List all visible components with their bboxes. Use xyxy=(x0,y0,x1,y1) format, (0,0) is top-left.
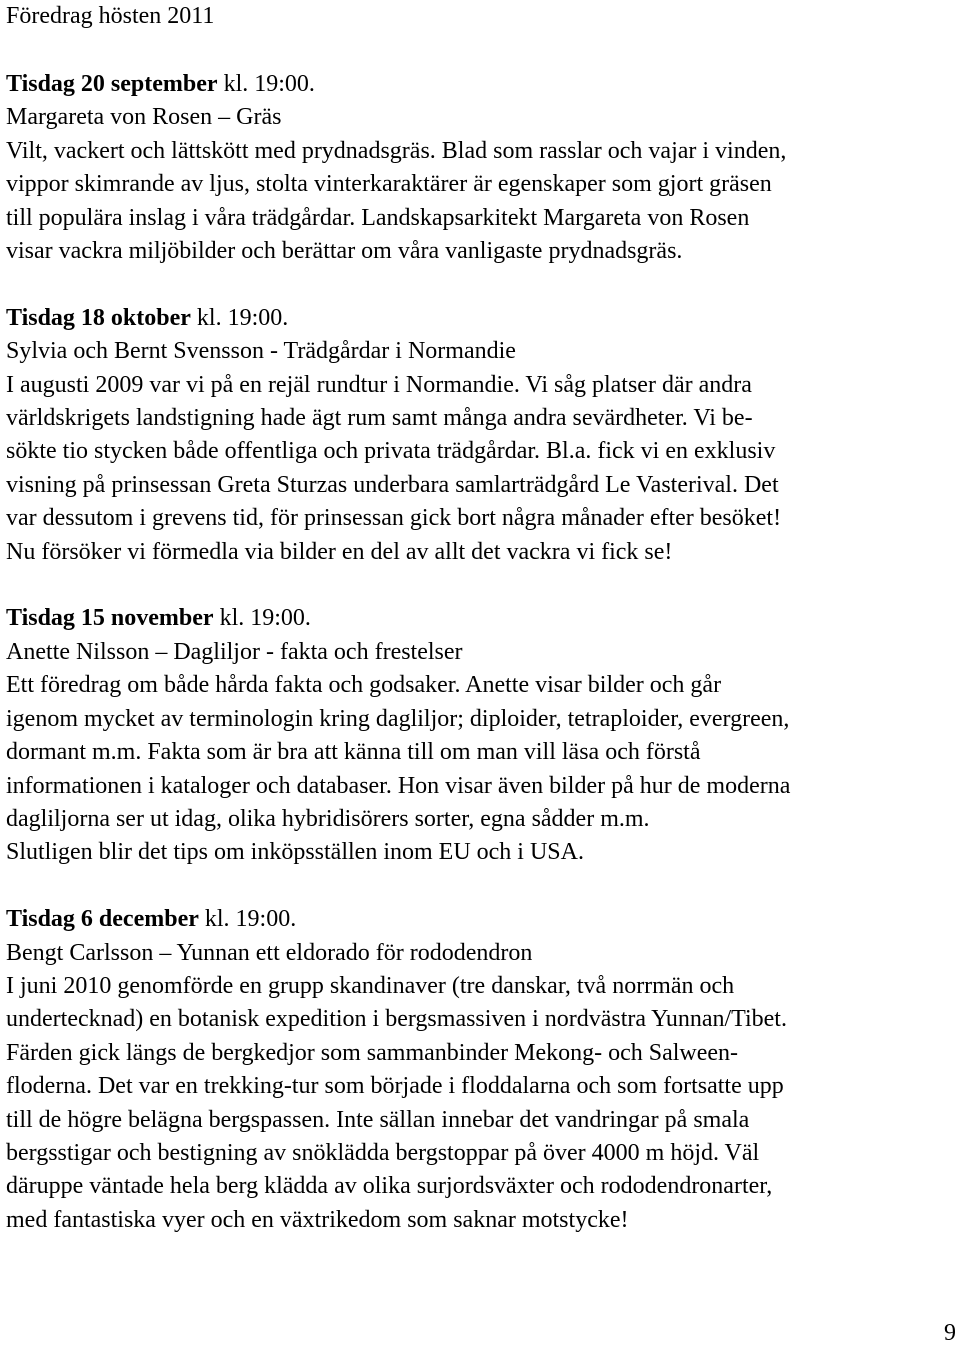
event-date: Tisdag 15 november xyxy=(6,605,214,632)
event-time: kl. 19:00. xyxy=(190,304,289,331)
event-date-line xyxy=(6,68,956,101)
event-4 xyxy=(6,903,956,1237)
event-heading: Sylvia och Bernt Svensson - Trädgårdar i Normandie xyxy=(6,338,516,365)
event-heading: Margareta von Rosen – Gräs xyxy=(6,104,282,131)
event-date-line xyxy=(6,602,956,635)
event-text-line: I augusti 2009 var vi på en rejäl rundtur i Normandie. Vi såg platser där andra xyxy=(6,371,752,398)
event-2 xyxy=(6,302,956,569)
event-text-line: Vilt, vackert och lättskött med prydnadsgräs. Blad som rasslar och vajar i vinden, xyxy=(6,137,787,164)
spacer xyxy=(6,268,956,301)
event-date: Tisdag 6 december xyxy=(6,906,199,933)
event-text-line: bergsstigar och bestigning av snöklädda bergstoppar på över 4000 m höjd. Väl xyxy=(6,1139,760,1166)
event-text-line: sökte tio stycken både offentliga och privata trädgårdar. Bl.a. fick vi en exklusiv xyxy=(6,438,776,465)
event-date: Tisdag 20 september xyxy=(6,71,218,97)
event-text-line: dagliljorna ser ut idag, olika hybridisörers sorter, egna sådder m.m. xyxy=(6,805,650,832)
event-text-line: vippor skimrande av ljus, stolta vinterkaraktärer är egenskaper som gjort gräsen xyxy=(6,171,772,198)
event-text-line: informationen i kataloger och databaser. Hon visar även bilder på hur de moderna xyxy=(6,772,791,799)
event-text-line: Ett föredrag om både hårda fakta och godsaker. Anette visar bilder och går xyxy=(6,672,722,699)
event-date-line xyxy=(6,903,956,936)
event-heading: Bengt Carlsson – Yunnan ett eldorado för rododendron xyxy=(6,939,533,966)
event-text-line: Slutligen blir det tips om inköpsställen inom EU och i USA. xyxy=(6,839,584,866)
event-3 xyxy=(6,602,956,869)
event-time: kl. 19:00. xyxy=(213,605,311,632)
event-heading: Anette Nilsson – Dagliljor - fakta och frestelser xyxy=(6,638,463,665)
event-1 xyxy=(6,68,956,268)
event-text-line: till de högre belägna bergspassen. Inte sällan innebar det vandringar på smala xyxy=(6,1106,750,1133)
spacer xyxy=(6,870,956,903)
event-date-line xyxy=(6,302,956,335)
event-time: kl. 19:00. xyxy=(198,906,297,933)
event-text-line: dormant m.m. Fakta som är bra att känna till om man vill läsa och förstå xyxy=(6,739,701,766)
event-text-line: till populära inslag i våra trädgårdar. Landskapsarkitekt Margareta von Rosen xyxy=(6,204,750,231)
event-text-line: världskrigets landstigning hade ägt rum samt många andra sevärdheter. Vi be- xyxy=(6,405,753,432)
page-title: Föredrag hösten 2011 xyxy=(6,3,215,29)
spacer xyxy=(6,569,956,602)
event-text-line: med fantastiska vyer och en växtrikedom som saknar motstycke! xyxy=(6,1206,629,1233)
event-text-line: floderna. Det var en trekking-tur som började i floddalarna och som fortsatte upp xyxy=(6,1073,784,1100)
event-text-line: igenom mycket av terminologin kring dagliljor; diploider, tetraploider, evergreen, xyxy=(6,705,790,732)
event-text-line: visning på prinsessan Greta Sturzas underbara samlarträdgård Le Vasterival. Det xyxy=(6,471,779,498)
event-list xyxy=(6,68,956,1237)
page-number: 9 xyxy=(944,1320,956,1346)
event-text-line: Nu försöker vi förmedla via bilder en del av allt det vackra vi fick se! xyxy=(6,538,673,565)
event-text-line: I juni 2010 genomförde en grupp skandinaver (tre danskar, två norrmän och xyxy=(6,972,735,999)
event-time: kl. 19:00. xyxy=(217,71,315,97)
event-text-line: undertecknad) en botanisk expedition i bergsmassiven i nordvästra Yunnan/Tibet. xyxy=(6,1006,787,1033)
event-text-line: däruppe väntade hela berg klädda av olika surjordsväxter och rododendronarter, xyxy=(6,1173,773,1200)
event-text-line: Färden gick längs de bergkedjor som sammanbinder Mekong- och Salween- xyxy=(6,1039,739,1066)
event-date: Tisdag 18 oktober xyxy=(6,304,191,331)
event-text-line: var dessutom i grevens tid, för prinsessan gick bort några månader efter besöket! xyxy=(6,505,782,532)
event-text-line: visar vackra miljöbilder och berättar om våra vanligaste prydnadsgräs. xyxy=(6,238,683,265)
